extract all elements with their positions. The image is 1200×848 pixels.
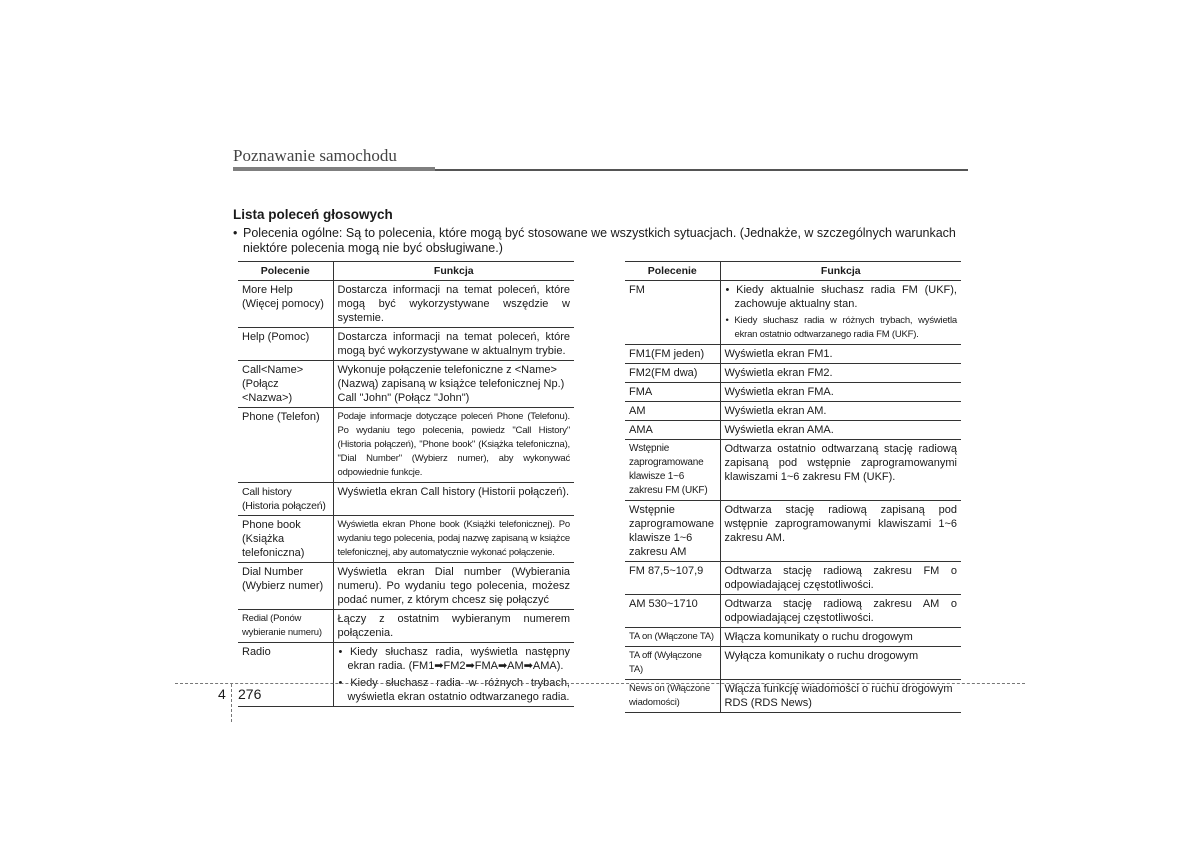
table-row: [625, 595, 961, 628]
table-row: [625, 680, 961, 713]
command-cell: Call history (Historia połączeń): [238, 483, 333, 516]
command-cell: Call<Name> (Połącz <Nazwa>): [238, 361, 333, 408]
table-row: [625, 562, 961, 595]
function-bullet: • Kiedy słuchasz radia, wyświetla następny ekran radia. (FM1➡FM2➡FMA➡AM➡AMA).: [338, 646, 570, 672]
function-cell: Wyświetla ekran Dial number (Wybierania numeru). Po wydaniu tego polecenia, możesz podać numer, z którym chcesz się połączyć: [333, 563, 574, 610]
command-cell: TA off (Wyłączone TA): [625, 647, 720, 680]
voice-commands-table-left: [238, 261, 574, 707]
table-row: [238, 563, 574, 610]
function-bullet: • Kiedy aktualnie słuchasz radia FM (UKF), zachowuje aktualny stan.: [725, 284, 957, 310]
table-row: [625, 501, 961, 562]
intro-paragraph: [233, 226, 969, 256]
command-cell: AM 530~1710: [625, 595, 720, 628]
function-cell: Włącza funkcję wiadomości o ruchu drogowym RDS (RDS News): [720, 680, 961, 713]
table-row: [625, 364, 961, 383]
page-header-title: Poznawanie samochodu: [233, 146, 397, 165]
command-cell: Dial Number (Wybierz numer): [238, 563, 333, 610]
table-row: [625, 440, 961, 501]
table-row: [238, 408, 574, 483]
table-row: [238, 281, 574, 328]
function-cell: Wyświetla ekran FM2.: [720, 364, 961, 383]
function-cell: [720, 281, 961, 345]
column-header-function: Funkcja: [333, 262, 574, 281]
function-cell: Wyświetla ekran FMA.: [720, 383, 961, 402]
command-cell: FM: [625, 281, 720, 345]
table-row: [625, 647, 961, 680]
table-row: [238, 361, 574, 408]
column-header-command: Polecenie: [238, 262, 333, 281]
function-cell: Odtwarza ostatnio odtwarzaną stację radiową zapisaną pod wstępnie zaprogramowanymi klawiszami 1~6 zakresu FM (UKF).: [720, 440, 961, 501]
command-cell: Wstępnie zaprogramowane klawisze 1~6 zakresu AM: [625, 501, 720, 562]
footer-dashed-rule: [175, 683, 1025, 684]
function-bullet: • Kiedy słuchasz radia w różnych trybach, wyświetla ekran ostatnio odtwarzanego radia FM (UKF).: [725, 315, 957, 340]
function-cell: Wyświetla ekran FM1.: [720, 345, 961, 364]
command-cell: AM: [625, 402, 720, 421]
command-cell: FM2(FM dwa): [625, 364, 720, 383]
table-row: [625, 421, 961, 440]
chapter-number: 4: [218, 686, 226, 702]
table-row: [238, 516, 574, 563]
function-cell: Wyświetla ekran AMA.: [720, 421, 961, 440]
voice-commands-table-right: [625, 261, 961, 713]
function-cell: Wykonuje połączenie telefoniczne z <Name> (Nazwą) zapisaną w książce telefonicznej Np.) Call "John" (Połącz "John"): [333, 361, 574, 408]
command-cell: Wstępnie zaprogramowane klawisze 1~6 zakresu FM (UKF): [625, 440, 720, 501]
command-cell: FM 87,5~107,9: [625, 562, 720, 595]
intro-text: Polecenia ogólne: Są to polecenia, które mogą być stosowane we wszystkich sytuacjach. (Jednakże, w szczególnych warunkach niektóre polecenia mogą nie być obsługiwane.): [243, 226, 956, 255]
header-rule-thin: [435, 169, 968, 171]
table-row: [625, 402, 961, 421]
function-cell: Podaje informacje dotyczące poleceń Phone (Telefonu). Po wydaniu tego polecenia, powiedz "Call History" (Historia połączeń), "Phone book" (Książka telefoniczna), "Dial Number" (Wybierz numer), aby wykonywać odpowiednie funkcje.: [333, 408, 574, 483]
table-row: [625, 345, 961, 364]
command-cell: Help (Pomoc): [238, 328, 333, 361]
command-cell: More Help (Więcej pomocy): [238, 281, 333, 328]
function-bullet: • Kiedy słuchasz radia w różnych trybach, wyświetla ekran ostatnio odtwarzanego radia.: [338, 677, 570, 703]
function-cell: Wyświetla ekran Phone book (Książki telefonicznej). Po wydaniu tego polecenia, podaj nazwę zapisaną w książce telefonicznej, aby automatycznie wykonać połączenie.: [333, 516, 574, 563]
command-cell: FMA: [625, 383, 720, 402]
command-cell: Redial (Ponów wybieranie numeru): [238, 610, 333, 643]
function-cell: Dostarcza informacji na temat poleceń, które mogą być wykorzystywane wszędzie w systemie.: [333, 281, 574, 328]
function-cell: Łączy z ostatnim wybieranym numerem połączenia.: [333, 610, 574, 643]
table-row: [625, 383, 961, 402]
header-rule-thick: [233, 167, 435, 171]
table-row: [625, 628, 961, 647]
column-header-function: Funkcja: [720, 262, 961, 281]
footer-dashed-divider: [231, 684, 232, 722]
table-row: [238, 328, 574, 361]
function-cell: Odtwarza stację radiową zapisaną pod wstępnie zaprogramowanymi klawiszami 1~6 zakresu AM.: [720, 501, 961, 562]
column-header-command: Polecenie: [625, 262, 720, 281]
function-cell: Odtwarza stację radiową zakresu FM o odpowiadającej częstotliwości.: [720, 562, 961, 595]
table-row: [238, 483, 574, 516]
table-row: [625, 281, 961, 345]
function-cell: [333, 643, 574, 707]
bullet-icon: •: [233, 226, 238, 240]
command-cell: Radio: [238, 643, 333, 707]
command-cell: TA on (Włączone TA): [625, 628, 720, 647]
table-row: [238, 643, 574, 707]
section-title: Lista poleceń głosowych: [233, 207, 393, 222]
function-cell: Wyłącza komunikaty o ruchu drogowym: [720, 647, 961, 680]
command-cell: FM1(FM jeden): [625, 345, 720, 364]
command-cell: Phone (Telefon): [238, 408, 333, 483]
function-cell: Włącza komunikaty o ruchu drogowym: [720, 628, 961, 647]
function-cell: Odtwarza stację radiową zakresu AM o odpowiadającej częstotliwości.: [720, 595, 961, 628]
table-row: [238, 610, 574, 643]
command-cell: News on (Włączone wiadomości): [625, 680, 720, 713]
page-number: 276: [238, 686, 262, 702]
command-cell: Phone book (Książka telefoniczna): [238, 516, 333, 563]
function-cell: Wyświetla ekran Call history (Historii połączeń).: [333, 483, 574, 516]
function-cell: Wyświetla ekran AM.: [720, 402, 961, 421]
function-cell: Dostarcza informacji na temat poleceń, które mogą być wykorzystywane w aktualnym trybie.: [333, 328, 574, 361]
command-cell: AMA: [625, 421, 720, 440]
